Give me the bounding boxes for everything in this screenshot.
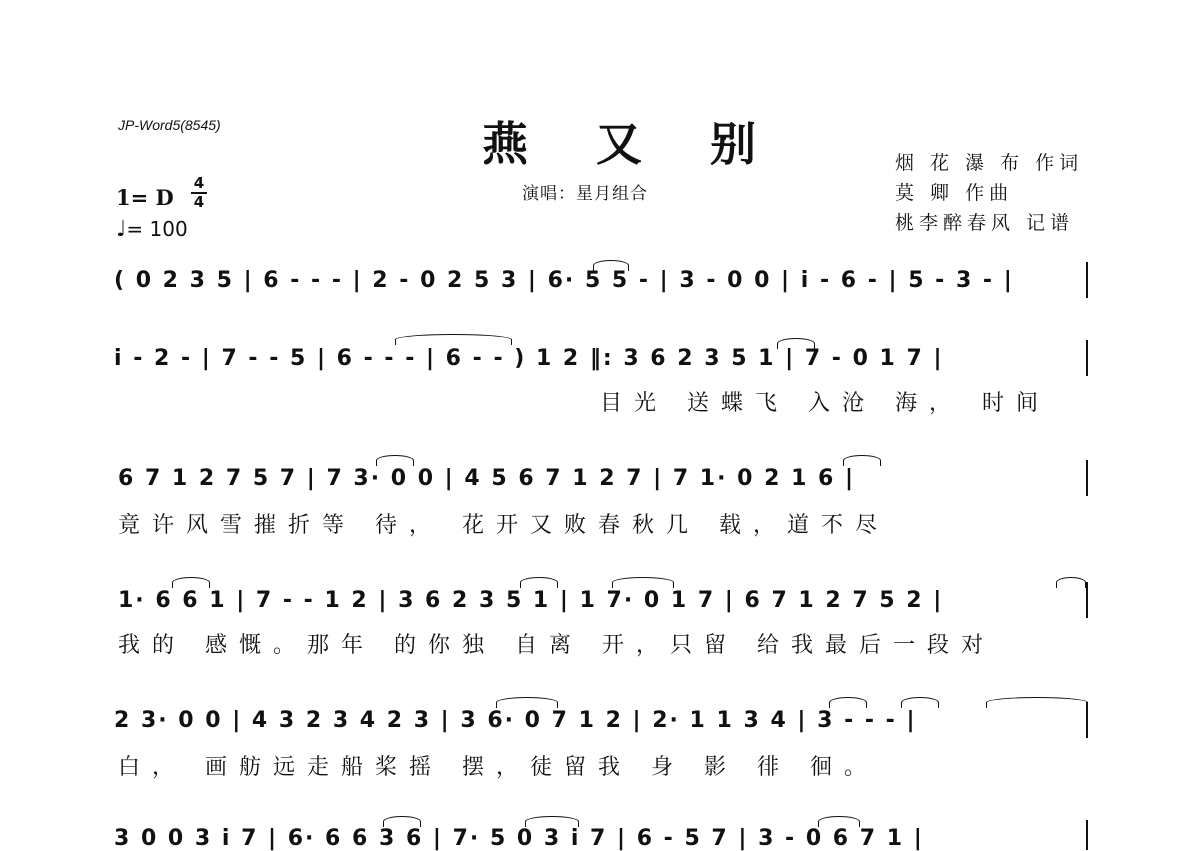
time-sig-top: 4	[193, 174, 205, 192]
lyricist-credit: 烟 花 瀑 布 作词	[895, 152, 1084, 174]
barline	[1086, 702, 1088, 738]
barline	[1086, 340, 1088, 376]
barline	[1086, 460, 1088, 496]
slur-mark	[1056, 577, 1086, 588]
slur-mark	[777, 338, 815, 349]
slur-mark	[172, 577, 210, 588]
score-line-1: ( 0 2 3 5 | 6 - - - | 2 - 0 2 5 3 | 6· 5 5 - | 3 - 0 0 | i - 6 - | 5 - 3 - |	[114, 268, 1014, 293]
score-line-3: 6 7 1 2 7 5 7 | 7 3· 0 0 | 4 5 6 7 1 2 7 | 7 1· 0 2 1 6 |	[118, 466, 856, 491]
software-credit: JP-Word5(8545)	[118, 117, 221, 133]
barline	[1086, 262, 1088, 298]
lyrics-line-4: 我的 感慨。那年 的你独 自离 开，只留 给我最后一段对	[118, 633, 995, 658]
score-line-4: 1· 6 6 1 | 7 - - 1 2 | 3 6 2 3 5 1 | 1 7· 0 1 7 | 6 7 1 2 7 5 2 |	[118, 588, 944, 613]
slur-mark	[496, 697, 558, 708]
tempo-mark	[116, 217, 188, 242]
lyrics-line-5: 白， 画舫远走船桨摇 摆，徒留我 身 影 徘 徊。	[118, 755, 878, 780]
slur-mark	[818, 816, 860, 827]
tie-mark	[395, 334, 512, 345]
score-line-2: i - 2 - | 7 - - 5 | 6 - - - | 6 - - ) 1 2 ‖: 3 6 2 3 5 1 | 7 - 0 1 7 |	[114, 346, 944, 371]
song-title: 燕 又 别	[482, 117, 783, 171]
lyrics-line-3: 竟许风雪摧折等 待， 花开又败春秋几 载，道不尽	[118, 513, 889, 538]
barline	[1086, 820, 1088, 850]
performer-line: 演唱：星月组合	[522, 184, 648, 204]
slur-mark	[986, 697, 1088, 708]
key-signature: 1= D	[116, 185, 174, 210]
slur-mark	[520, 577, 558, 588]
quarter-note-icon: ♩	[116, 217, 127, 242]
score-line-6: 3 0 0 3 i 7 | 6· 6 6 3 6 | 7· 5 0 3 i 7 | 6 - 5 7 | 3 - 0 6 7 1 |	[114, 826, 924, 851]
slur-mark	[829, 697, 867, 708]
time-sig-bottom: 4	[193, 193, 205, 211]
lyrics-line-2: 目光 送蝶飞 入沧 海， 时间	[600, 391, 1050, 416]
slur-mark	[525, 816, 579, 827]
score-line-5: 2 3· 0 0 | 4 3 2 3 4 2 3 | 3 6· 0 7 1 2 | 2· 1 1 3 4 | 3 - - - |	[114, 708, 917, 733]
transcriber-credit: 桃李醉春风 记谱	[895, 212, 1075, 234]
slur-mark	[843, 455, 881, 466]
composer-credit: 莫 卿 作曲	[895, 182, 1014, 204]
slur-mark	[612, 577, 674, 588]
slur-mark	[593, 260, 629, 271]
slur-mark	[376, 455, 414, 466]
time-signature	[191, 176, 207, 210]
slur-mark	[901, 697, 939, 708]
tempo-value: = 100	[126, 217, 188, 241]
slur-mark	[383, 816, 421, 827]
barline	[1086, 582, 1088, 618]
